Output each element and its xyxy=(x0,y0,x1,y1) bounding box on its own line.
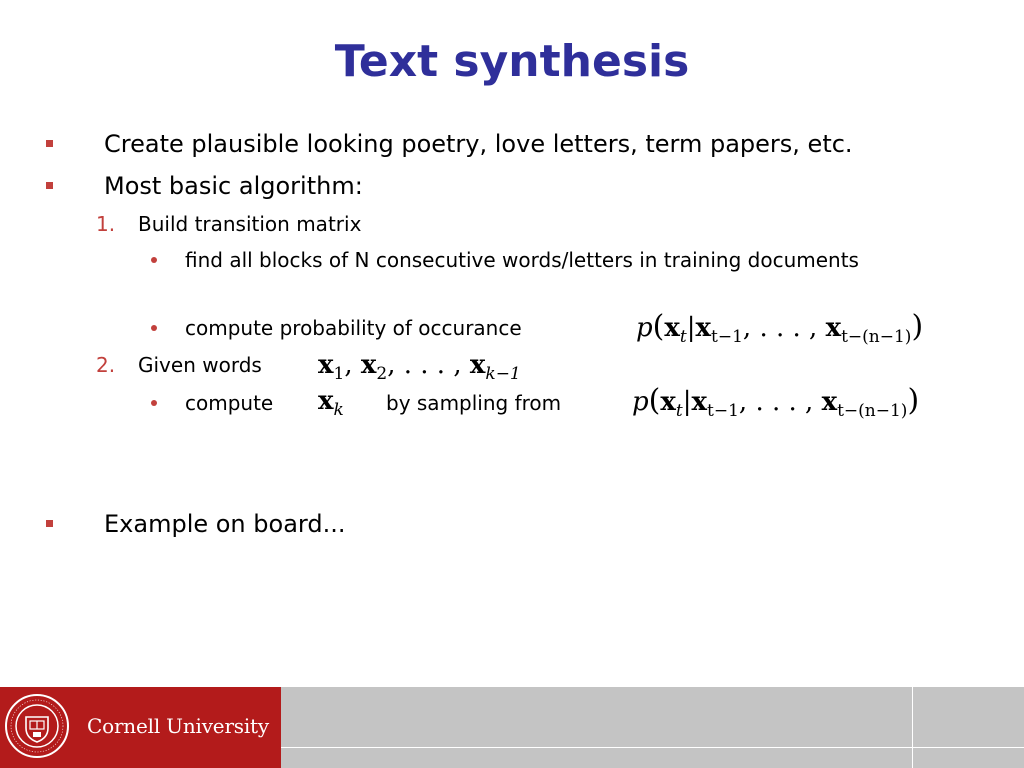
bullet-square-icon xyxy=(46,182,53,189)
footer-divider xyxy=(912,687,913,768)
university-name: Cornell University xyxy=(87,714,269,738)
bullet-square-icon xyxy=(46,140,53,147)
footer-bar xyxy=(0,687,1024,768)
bullet-dot-icon xyxy=(151,400,157,406)
sub-bullet-compute: compute xyxy=(185,391,274,415)
words-sequence-equation: $x_1$, $x_2$, . . . , $x_{k-1}$ xyxy=(318,350,521,384)
xk-equation: $x_k$ xyxy=(318,386,344,420)
bullet-dot-icon xyxy=(151,325,157,331)
step-build-transition-matrix: Build transition matrix xyxy=(138,212,362,236)
step-given-words: Given words xyxy=(138,353,262,377)
sub-bullet-by-sampling-from: by sampling from xyxy=(386,391,562,415)
bullet-dot-icon xyxy=(151,257,157,263)
probability-equation: $p(x_t|x_{t-1}$, . . . , $x_{t-(n-1)}$) xyxy=(636,309,924,347)
cornell-seal-icon xyxy=(4,693,70,759)
bullet-square-icon xyxy=(46,520,53,527)
slide-title: Text synthesis xyxy=(334,36,690,87)
step-number-1: 1. xyxy=(96,212,116,236)
cornell-logo xyxy=(0,687,281,768)
sampling-equation: $p(x_t|x_{t-1}$, . . . , $x_{t-(n-1)}$) xyxy=(632,383,920,421)
step-number-2: 2. xyxy=(96,353,116,377)
sub-bullet-compute-probability: compute probability of occurance xyxy=(185,316,522,340)
bullet-most-basic-algorithm: Most basic algorithm: xyxy=(104,172,363,200)
bullet-create-plausible: Create plausible looking poetry, love letters, term papers, etc. xyxy=(104,130,853,158)
sub-bullet-find-blocks: find all blocks of N consecutive words/letters in training documents xyxy=(185,248,859,272)
footer-divider xyxy=(281,747,1024,748)
bullet-example-on-board: Example on board... xyxy=(104,510,346,538)
